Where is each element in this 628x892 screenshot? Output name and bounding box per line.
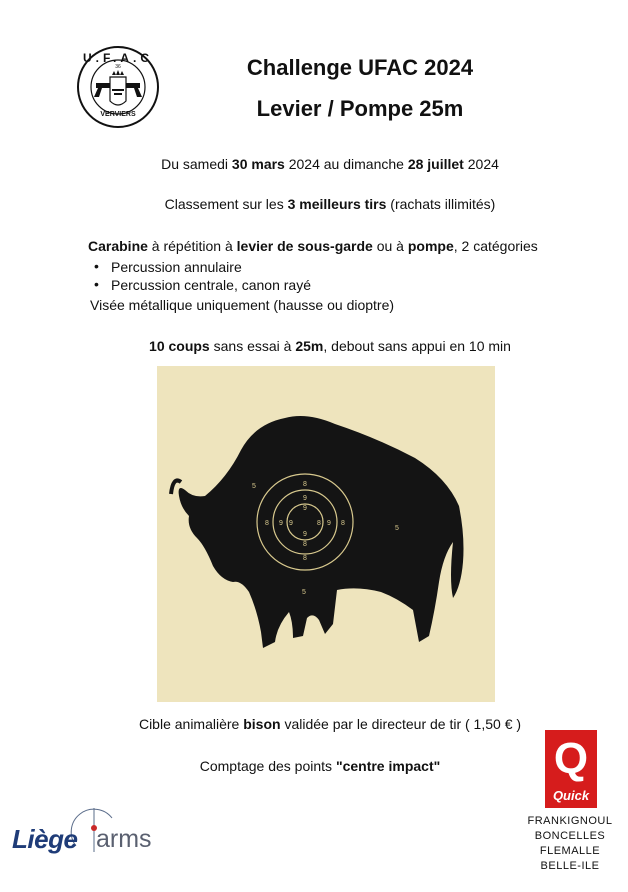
ring-label: 8 [303,541,307,548]
ranking-bold: 3 meilleurs tirs [287,196,387,212]
date-mid: 2024 au dimanche [284,156,408,172]
ring-label: 9 [303,505,307,512]
date-post: 2024 [463,156,499,172]
shots-rule [90,338,570,354]
quick-letter: Q [553,734,589,783]
shots-bold-2: 25m [295,338,324,354]
scoring-pre: Comptage des points [199,758,336,774]
ring-label: 8 [265,520,269,527]
caption-post: validée par le directeur de tir ( 1,50 € ) [280,716,522,732]
caption-bold: bison [243,716,281,732]
ring-label: 9 [327,520,331,527]
zone-label: 5 [252,483,256,490]
zone-label: 5 [395,525,399,532]
category-item: • Percussion annulaire [89,259,311,277]
rifle-rule [88,238,588,254]
liege-arms-logo [12,800,172,860]
ring-label: 8 [341,520,345,527]
scoring-bold: "centre impact" [335,758,441,774]
bison-silhouette [179,416,464,648]
target-caption [80,716,580,732]
quick-brand: Quick [552,788,590,803]
logo-small-text: 36 [115,64,121,70]
ranking-rule [100,196,560,212]
ranking-pre: Classement sur les [164,196,288,212]
caption-pre: Cible animalière [138,716,244,732]
sights-rule: Visée métallique uniquement (hausse ou dioptre) [90,297,395,313]
page-title: Challenge UFAC 2024 [246,55,474,80]
ring-label: 8 [317,520,321,527]
shots-text-2: , debout sans appui en 10 min [323,338,511,354]
rifle-text-2: ou à [372,238,408,254]
quick-logo [545,730,597,808]
rifle-bold-2: levier de sous-garde [236,238,373,254]
town-item: BELLE-ILE [540,860,600,872]
town-item: FLEMALLE [539,845,601,857]
ranking-post: (rachats illimités) [386,196,496,212]
ring-label: 9 [303,531,307,538]
rifle-bold-3: pompe [407,238,454,254]
scoring-rule [90,758,550,774]
quick-locations [520,815,620,872]
ring-label: 8 [303,555,307,562]
ring-label: 9 [289,520,293,527]
zone-label: 5 [302,589,306,596]
logo-top-text: U.F.A.C [83,51,153,65]
town-item: BONCELLES [534,830,606,842]
shots-text-1: sans essai à [209,338,296,354]
ufac-logo [76,45,160,129]
ring-label: 8 [303,481,307,488]
date-end: 28 juillet [407,156,464,172]
category-item: • Percussion centrale, canon rayé [89,277,311,295]
date-range [100,156,560,172]
category-list [89,259,311,295]
arms-text: arms [96,825,152,853]
rifle-text-1: à répétition à [147,238,237,254]
bison-target [157,366,495,702]
date-start: 30 mars [231,156,285,172]
logo-bottom-text: VERVIERS [100,111,136,118]
ring-label: 9 [279,520,283,527]
ring-label: 9 [303,495,307,502]
date-pre: Du samedi [161,156,232,172]
shots-bold-1: 10 coups [149,338,210,354]
rifle-text-3: , 2 catégories [453,238,538,254]
page-subtitle: Levier / Pompe 25m [256,96,464,121]
liege-text: Liège [12,824,78,854]
town-item: FRANKIGNOUL [527,815,613,827]
rifle-bold-1: Carabine [88,238,148,254]
